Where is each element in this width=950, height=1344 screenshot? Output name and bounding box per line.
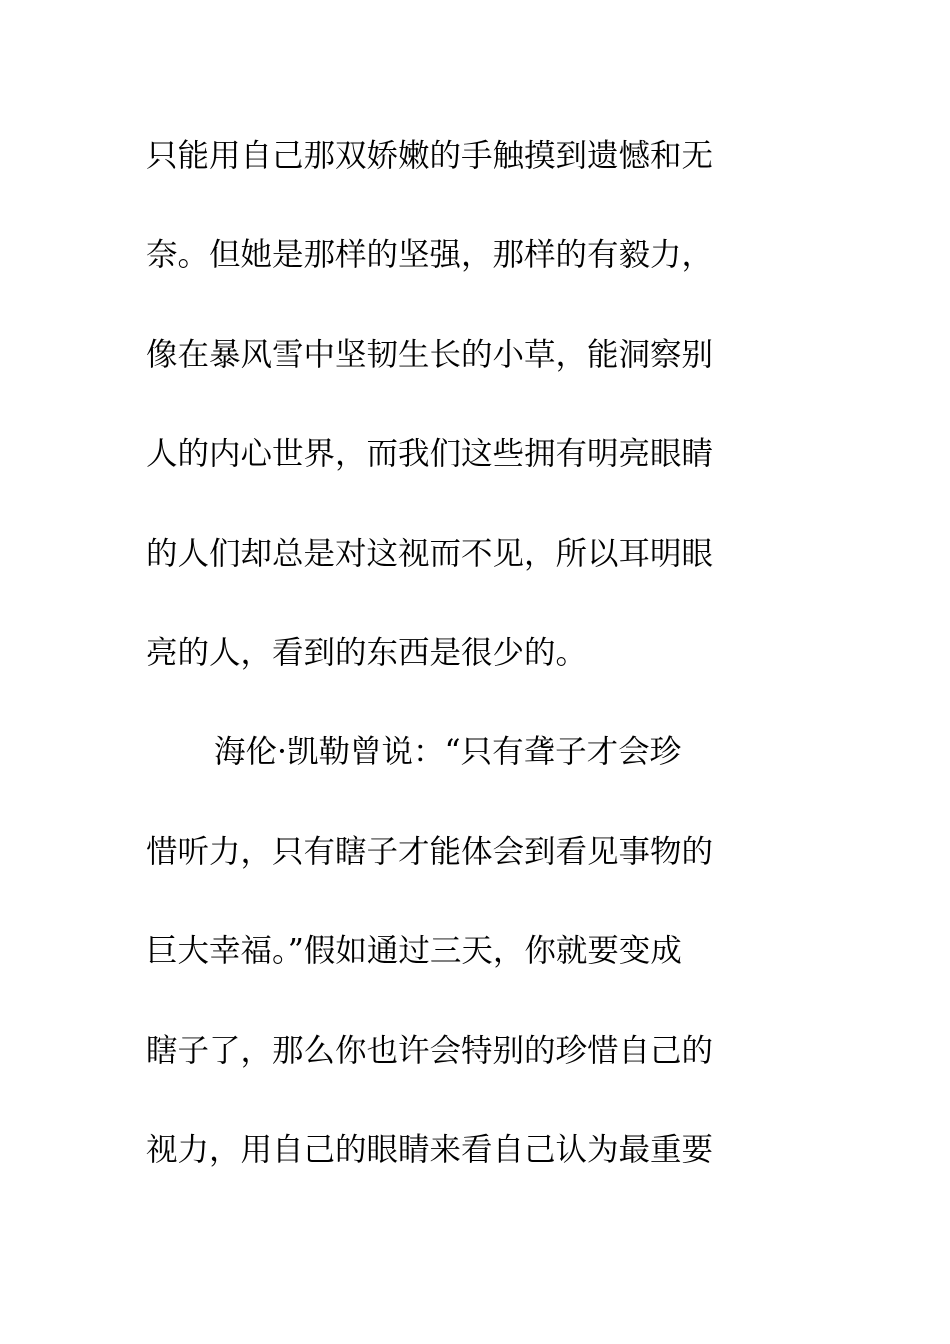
text-line: 的人们却总是对这视而不见，所以耳明眼 (146, 535, 714, 572)
text-line: 亮的人，看到的东西是很少的。 (146, 634, 588, 671)
body-text (146, 124, 786, 1217)
text-line: 奈。但她是那样的坚强，那样的有毅力， (146, 237, 714, 274)
text-line: 惜听力，只有瞎子才能体会到看见事物的 (146, 833, 714, 870)
text-line: 巨大幸福。”假如通过三天，你就要变成 (146, 933, 682, 970)
text-line: 只能用自己那双娇嫩的手触摸到遗憾和无 (146, 138, 714, 174)
text-line: 人的内心世界，而我们这些拥有明亮眼睛 (146, 436, 714, 473)
text-line: 瞎子了，那么你也许会特别的珍惜自己的 (146, 1032, 714, 1069)
paragraph-start-line: 海伦·凯勒曾说：“只有聋子才会珍 (214, 734, 682, 771)
text-line: 视力，用自己的眼睛来看自己认为最重要 (146, 1131, 714, 1168)
text-line: 像在暴风雪中坚韧生长的小草，能洞察别 (146, 336, 714, 373)
